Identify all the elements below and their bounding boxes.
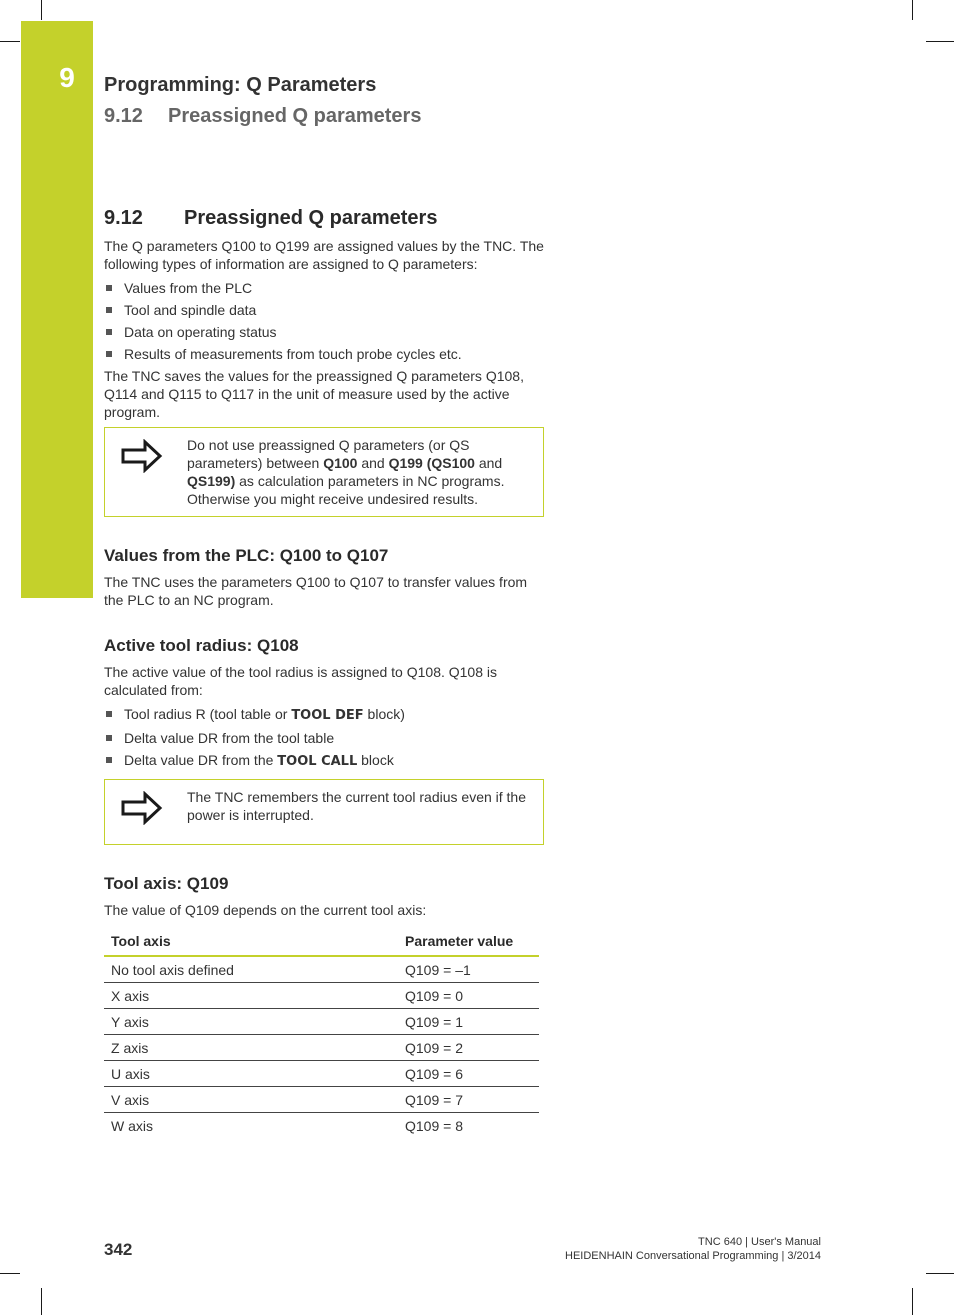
crop-mark [0,1273,20,1274]
table-row: X axis Q109 = 0 [104,983,539,1009]
list-item: Delta value DR from the TOOL CALL block [104,749,544,773]
chapter-tab [21,21,93,598]
axis-heading: Tool axis: Q109 [104,874,229,893]
running-section-number: 9.12 [104,105,143,127]
crop-mark [41,1288,42,1315]
info-types-list [104,277,544,365]
crop-mark [912,1288,913,1315]
plc-paragraph: The TNC uses the parameters Q100 to Q107 to transfer values from the PLC to an NC program. [104,574,528,608]
page-footer [565,1235,821,1263]
list-item: Delta value DR from the tool table [104,727,544,749]
list-item: Values from the PLC [104,277,544,299]
list-item: Data on operating status [104,321,544,343]
crop-mark [926,1273,954,1274]
tool-axis-table [104,925,539,1138]
plc-heading: Values from the PLC: Q100 to Q107 [104,546,389,565]
footer-edition: HEIDENHAIN Conversational Programming | 3/2014 [565,1250,821,1262]
table-row: Z axis Q109 = 2 [104,1035,539,1061]
radius-paragraph: The active value of the tool radius is assigned to Q108. Q108 is calculated from: [104,664,498,698]
table-header-row [104,925,539,956]
radius-sources-list [104,703,544,773]
table-row: V axis Q109 = 7 [104,1087,539,1113]
table-row: W axis Q109 = 8 [111,1118,463,1134]
list-item: Tool and spindle data [104,299,544,321]
running-section-title: Preassigned Q parameters [168,105,422,127]
section-title: Preassigned Q parameters [184,207,438,229]
crop-mark [41,0,42,20]
note-text: Do not use preassigned Q parameters (or QS parameters) between Q100 and Q199 (QS100 and QS199) as calculation parameters in NC programs. Otherwise you might receive undesired results. [187,437,505,507]
chapter-number: 9 [59,62,75,93]
column-header: Parameter value [398,925,539,956]
running-section-header [104,103,421,129]
table-row: Y axis Q109 = 1 [104,1009,539,1035]
footer-manual-title: TNC 640 | User's Manual [698,1236,821,1248]
bullet-icon [106,285,112,291]
bullet-icon [106,711,112,717]
table-row: No tool axis defined Q109 = –1 [104,956,539,983]
section-number: 9.12 [104,207,143,229]
radius-heading: Active tool radius: Q108 [104,636,299,655]
main-content [104,205,544,1138]
bullet-icon [106,307,112,313]
section-heading [104,205,544,231]
info-note [104,779,544,845]
bullet-icon [106,351,112,357]
chapter-title: Programming: Q Parameters [104,74,377,96]
crop-mark [912,0,913,20]
list-item: Results of measurements from touch probe cycles etc. [104,343,544,365]
bullet-icon [106,329,112,335]
arrow-right-icon [121,791,163,825]
crop-mark [926,41,954,42]
axis-paragraph: The value of Q109 depends on the current tool axis: [104,902,427,918]
note-text: The TNC remembers the current tool radius even if the power is interrupted. [187,789,527,823]
page-number: 342 [104,1240,133,1259]
crop-mark [0,41,20,42]
table-row: U axis Q109 = 6 [104,1061,539,1087]
units-paragraph: The TNC saves the values for the preassigned Q parameters Q108, Q114 and Q115 to Q117 in the unit of measure used by the active program. [104,368,524,420]
bullet-icon [106,757,112,763]
bullet-icon [106,735,112,741]
arrow-right-icon [121,439,163,473]
column-header: Tool axis [104,925,398,956]
intro-paragraph: The Q parameters Q100 to Q199 are assigned values by the TNC. The following types of information are assigned to Q parameters: [104,238,544,272]
list-item: Tool radius R (tool table or TOOL DEF block) [104,703,544,727]
warning-note [104,427,544,517]
